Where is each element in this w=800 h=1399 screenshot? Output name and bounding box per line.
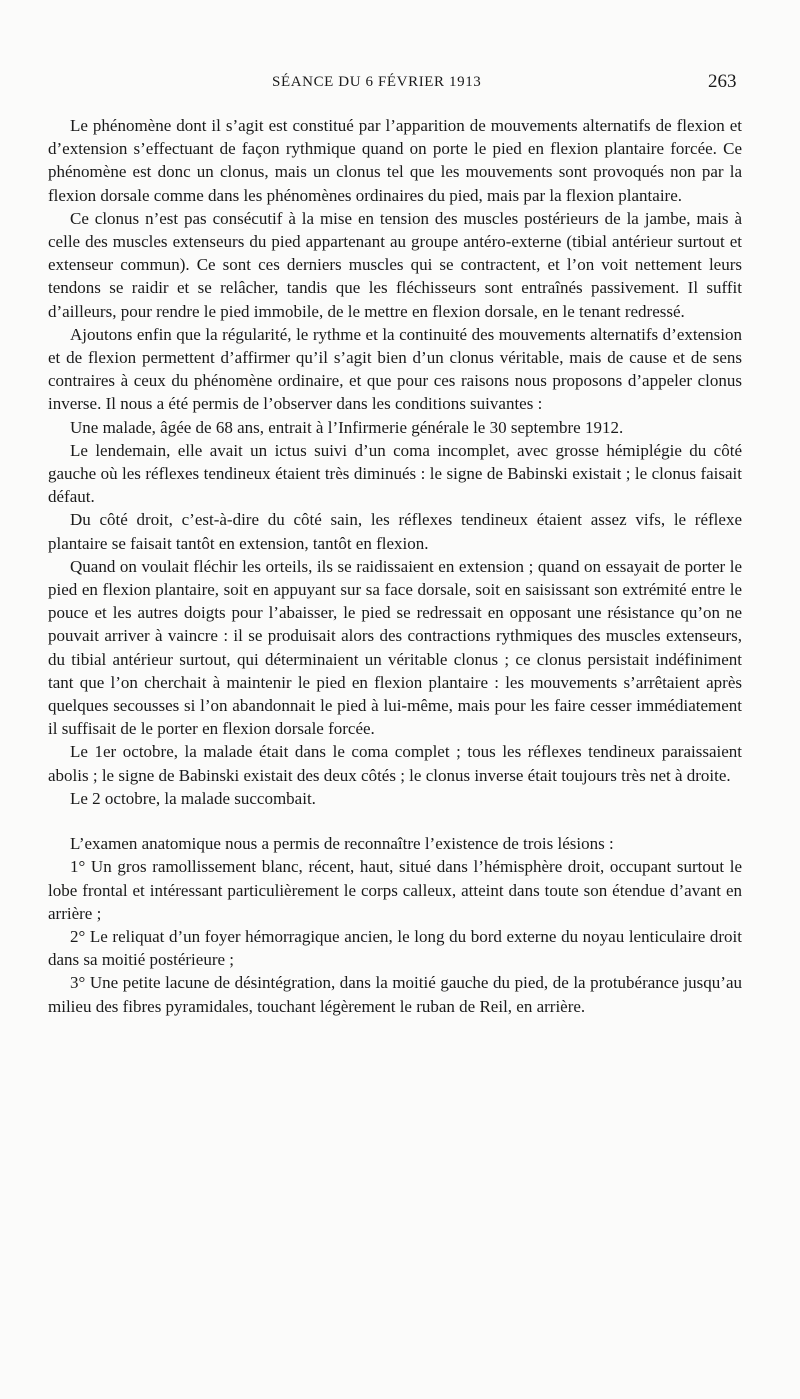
paragraph: 1° Un gros ramollissement blanc, récent, haut, situé dans l’hémisphère droit, occupant surtout le lobe frontal et intéressant particulièrement le corps calleux, atteint dans toute son étendue d’avant en arrière ; — [48, 857, 742, 923]
paragraph: Le lendemain, elle avait un ictus suivi d’un coma incomplet, avec grosse hémiplégie du côté gauche où les réflexes tendineux étaient très diminués : le signe de Babinski existait ; le clonus faisait défaut. — [48, 440, 742, 507]
paragraph: L’examen anatomique nous a permis de reconnaître l’existence de trois lésions : — [70, 834, 614, 854]
running-head: SÉANCE DU 6 FÉVRIER 1913 — [272, 74, 482, 90]
body-text — [48, 114, 742, 1018]
page-header — [0, 71, 800, 100]
paragraph: Ce clonus n’est pas consécutif à la mise en tension des muscles postérieurs de la jambe, mais à celle des muscles extenseurs du pied appartenant au groupe antéro-externe (tibial antérieur surtout et extenseur commun). Ce sont ces derniers muscles qui se contractent, et l’on voit nettement leurs tendons se raidir et se relâcher, tandis que les fléchisseurs sont entraînés passivement. Il suffit d’ailleurs, pour rendre le pied immobile, de le mettre en flexion dorsale, en le tenant redressé. — [48, 208, 742, 321]
paragraph: Le 1er octobre, la malade était dans le coma complet ; tous les réflexes tendineux paraissaient abolis ; le signe de Babinski existait des deux côtés ; le clonus inverse était toujours très net à droite. — [48, 742, 742, 785]
page-number: 263 — [708, 71, 737, 92]
paragraph: 2° Le reliquat d’un foyer hémorragique ancien, le long du bord externe du noyau lenticulaire droit dans sa moitié postérieure ; — [48, 926, 742, 970]
paragraph: Le phénomène dont il s’agit est constitué par l’apparition de mouvements alternatifs de flexion et d’extension s’effectuant de façon rythmique quand on porte le pied en flexion plantaire forcée. Ce phénomène est donc un clonus, mais un clonus tel que les mouvements sont provoqués non par la flexion dorsale comme dans les phénomènes ordinaires du pied, mais par la flexion plantaire. — [48, 116, 742, 205]
paragraph: Une malade, âgée de 68 ans, entrait à l’Infirmerie générale le 30 septembre 1912. — [70, 417, 624, 437]
paragraph: Quand on voulait fléchir les orteils, ils se raidissaient en extension ; quand on essayait de porter le pied en flexion plantaire, soit en appuyant sur sa face dorsale, soit en saisissant son extrémité entre le pouce et les autres doigts pour l’abaisser, le pied se redressait en opposant une résistance qu’on ne pouvait arriver à vaincre : il se produisait alors des contractions rythmiques des muscles extenseurs, du tibial antérieur surtout, qui déterminaient un véritable clonus ; ce clonus persistait indéfiniment tant que l’on cherchait à maintenir le pied en flexion plantaire : les mouvements s’arrêtaient après quelques secousses si l’on abandonnait le pied à lui-même, mais pour les faire cesser immédiatement il suffisait de le porter en flexion dorsale forcée. — [48, 556, 742, 739]
paragraph: Ajoutons enfin que la régularité, le rythme et la continuité des mouvements alternatifs d’extension et de flexion permettent d’affirmer qu’il s’agit bien d’un clonus véritable, mais de cause et de sens contraires à ceux du phénomène ordinaire, et que pour ces raisons nous proposons d’appeler clonus inverse. Il nous a été permis de l’observer dans les conditions suivantes : — [48, 324, 742, 414]
paragraph: Le 2 octobre, la malade succombait. — [70, 788, 316, 808]
paragraph: Du côté droit, c’est-à-dire du côté sain, les réflexes tendineux étaient assez vifs, le réflexe plantaire se faisait tantôt en extension, tantôt en flexion. — [48, 510, 742, 553]
paragraph: 3° Une petite lacune de désintégration, dans la moitié gauche du pied, de la protubérance jusqu’au milieu des fibres pyramidales, touchant légèrement le ruban de Reil, en arrière. — [48, 973, 742, 1016]
